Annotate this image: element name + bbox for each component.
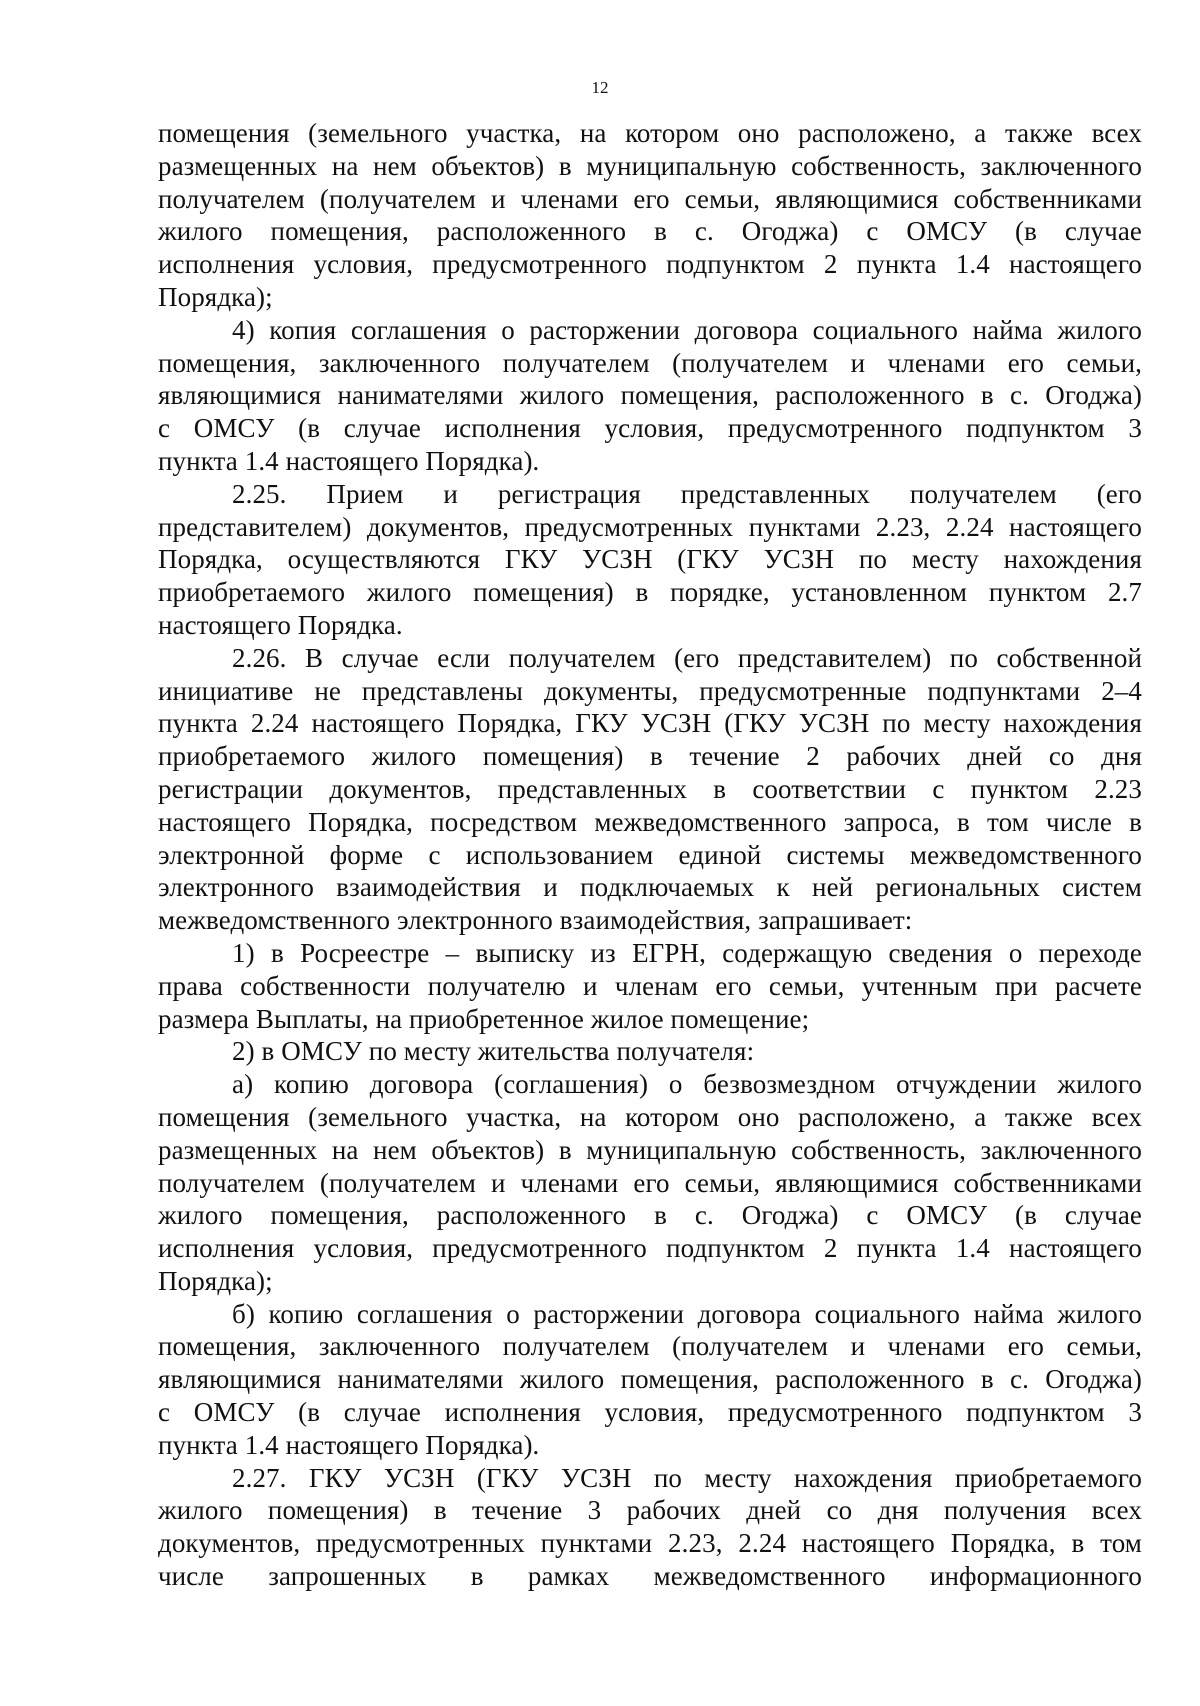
paragraph-p8 <box>158 1298 1142 1462</box>
document-body <box>158 117 1142 1593</box>
text-line: представителем) документов, предусмотренных пунктами 2.23, 2.24 настоящего <box>158 511 1142 542</box>
text-line: а) копию договора (соглашения) о безвозмездном отчуждении жилого <box>232 1069 1142 1100</box>
text-line: приобретаемого жилого помещения) в течение 2 рабочих дней со дня <box>158 741 1142 772</box>
text-line: размера Выплаты, на приобретенное жилое помещение; <box>158 1003 810 1034</box>
text-line: Порядка); <box>158 281 273 312</box>
text-line: электронной форме с использованием единой системы межведомственного <box>158 839 1142 870</box>
text-line: пункта 2.24 настоящего Порядка, ГКУ УСЗН (ГКУ УСЗН по месту нахождения <box>158 708 1142 739</box>
text-line: инициативе не представлены документы, предусмотренные подпунктами 2–4 <box>158 675 1142 706</box>
text-line: 1) в Росреестре – выписку из ЕГРН, содержащую сведения о переходе <box>232 937 1142 968</box>
text-line: жилого помещения) в течение 3 рабочих дней со дня получения всех <box>158 1495 1142 1526</box>
text-line: помещения, заключенного получателем (получателем и членами его семьи, <box>158 347 1142 378</box>
text-line: пункта 1.4 настоящего Порядка). <box>158 445 540 476</box>
text-line: 2.26. В случае если получателем (его представителем) по собственной <box>232 642 1142 673</box>
paragraph-p5 <box>158 937 1142 1035</box>
text-line: Порядка); <box>158 1265 273 1296</box>
text-line: помещения (земельного участка, на котором оно расположено, а также всех <box>158 1101 1142 1132</box>
text-line: межведомственного электронного взаимодействия, запрашивает: <box>158 905 913 936</box>
paragraph-p9 <box>158 1462 1142 1593</box>
text-line: жилого помещения, расположенного в с. Огоджа) с ОМСУ (в случае <box>158 1200 1142 1231</box>
paragraph-p2 <box>158 314 1142 478</box>
page-number: 12 <box>591 78 609 97</box>
text-line: являющимися нанимателями жилого помещения, расположенного в с. Огоджа) <box>158 380 1142 411</box>
text-line: получателем (получателем и членами его семьи, являющимися собственниками <box>158 1167 1142 1198</box>
paragraph-p1 <box>158 117 1142 314</box>
text-line: получателем (получателем и членами его семьи, являющимися собственниками <box>158 183 1142 214</box>
text-line: помещения, заключенного получателем (получателем и членами его семьи, <box>158 1331 1142 1362</box>
text-line: настоящего Порядка. <box>158 609 403 640</box>
text-line: с ОМСУ (в случае исполнения условия, предусмотренного подпунктом 3 <box>158 1397 1142 1428</box>
text-line: настоящего Порядка, посредством межведомственного запроса, в том числе в <box>158 806 1142 837</box>
text-line: 2.25. Прием и регистрация представленных получателем (его <box>232 478 1142 509</box>
text-line: документов, предусмотренных пунктами 2.23, 2.24 настоящего Порядка, в том <box>158 1528 1142 1559</box>
text-line: помещения (земельного участка, на котором оно расположено, а также всех <box>158 118 1142 148</box>
text-line: электронного взаимодействия и подключаемых к ней региональных систем <box>158 872 1142 903</box>
text-line: исполнения условия, предусмотренного подпунктом 2 пункта 1.4 настоящего <box>158 1233 1142 1264</box>
paragraph-p4 <box>158 642 1142 937</box>
paragraph-p7 <box>158 1068 1142 1298</box>
text-line: б) копию соглашения о расторжении договора социального найма жилого <box>232 1298 1142 1329</box>
text-line: с ОМСУ (в случае исполнения условия, предусмотренного подпунктом 3 <box>158 413 1142 444</box>
text-line: 4) копия соглашения о расторжении договора социального найма жилого <box>232 314 1142 345</box>
text-line: жилого помещения, расположенного в с. Огоджа) с ОМСУ (в случае <box>158 216 1142 247</box>
text-line: 2.27. ГКУ УСЗН (ГКУ УСЗН по месту нахождения приобретаемого <box>232 1462 1142 1493</box>
text-line: исполнения условия, предусмотренного подпунктом 2 пункта 1.4 настоящего <box>158 249 1142 280</box>
text-line: права собственности получателю и членам его семьи, учтенным при расчете <box>158 970 1142 1001</box>
text-line: размещенных на нем объектов) в муниципальную собственность, заключенного <box>158 150 1142 181</box>
text-line: являющимися нанимателями жилого помещения, расположенного в с. Огоджа) <box>158 1364 1142 1395</box>
text-line: пункта 1.4 настоящего Порядка). <box>158 1429 540 1460</box>
text-line: регистрации документов, представленных в соответствии с пунктом 2.23 <box>158 773 1142 804</box>
paragraph-p3 <box>158 478 1142 642</box>
text-line: размещенных на нем объектов) в муниципальную собственность, заключенного <box>158 1134 1142 1165</box>
text-line: приобретаемого жилого помещения) в порядке, установленном пунктом 2.7 <box>158 577 1142 608</box>
text-line: числе запрошенных в рамках межведомственного информационного <box>158 1561 1142 1592</box>
text-line: 2) в ОМСУ по месту жительства получателя: <box>232 1036 755 1067</box>
paragraph-p6 <box>158 1035 1142 1068</box>
text-line: Порядка, осуществляются ГКУ УСЗН (ГКУ УСЗН по месту нахождения <box>158 544 1142 575</box>
